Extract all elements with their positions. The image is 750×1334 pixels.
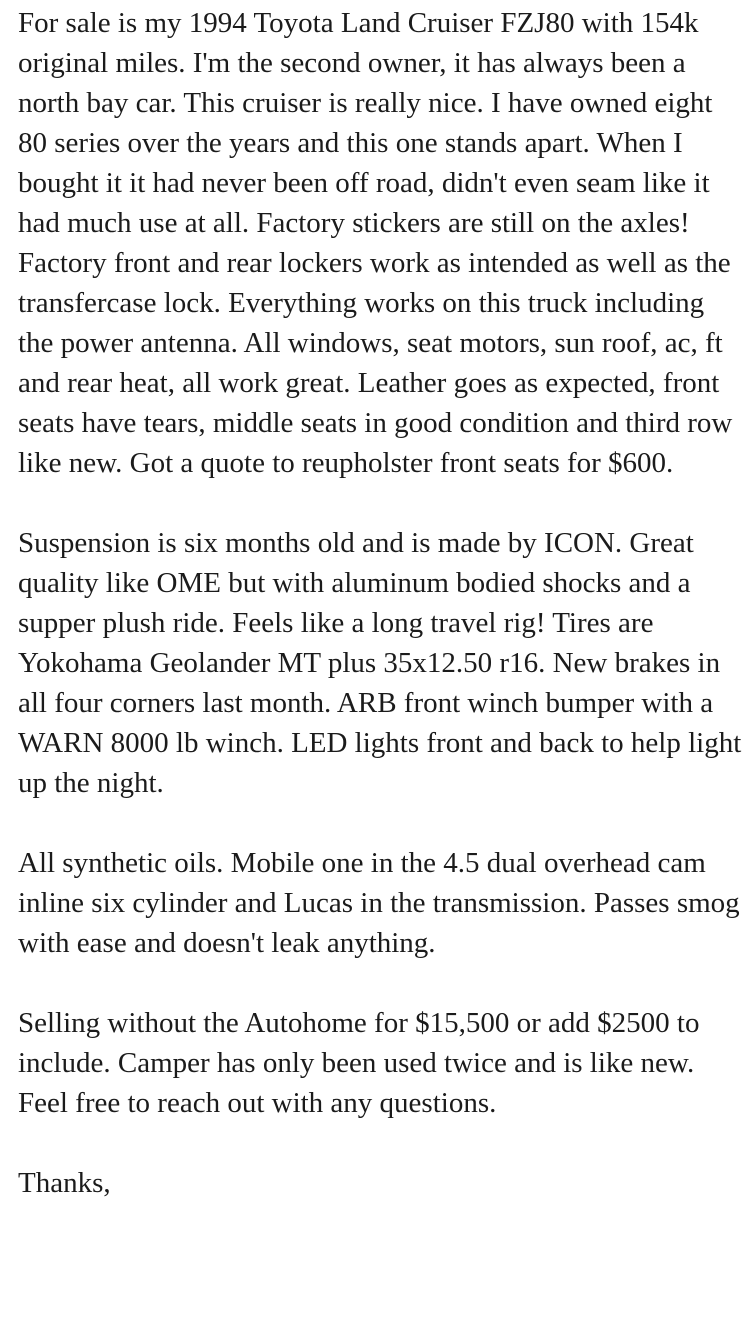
paragraph-signoff: Thanks,: [18, 1167, 111, 1199]
paragraph-suspension: Suspension is six months old and is made by ICON. Great quality like OME but with aluminum bodied shocks and a supper plush ride. Feels like a long travel rig! Tires are Yokohama Geolander MT plus 35x12.50 r16. New brakes in all four corners last month. ARB front winch bumper with a WARN 8000 lb winch. LED lights front and back to help light up the night.: [18, 527, 742, 799]
listing-description: [18, 3, 746, 1203]
paragraph-oils: All synthetic oils. Mobile one in the 4.5 dual overhead cam inline six cylinder and Lucas in the transmission. Passes smog with ease and doesn't leak anything.: [18, 847, 740, 959]
paragraph-vehicle-overview: For sale is my 1994 Toyota Land Cruiser FZJ80 with 154k original miles. I'm the second owner, it has always been a north bay car. This cruiser is really nice. I have owned eight 80 series over the years and this one stands apart. When I bought it it had never been off road, didn't even seam like it had much use at all. Factory stickers are still on the axles! Factory front and rear lockers work as intended as well as the transfercase lock. Everything works on this truck including the power antenna. All windows, seat motors, sun roof, ac, ft and rear heat, all work great. Leather goes as expected, front seats have tears, middle seats in good condition and third row like new. Got a quote to reupholster front seats for $600.: [18, 7, 733, 479]
paragraph-pricing: Selling without the Autohome for $15,500 or add $2500 to include. Camper has only been used twice and is like new. Feel free to reach out with any questions.: [18, 1007, 700, 1119]
